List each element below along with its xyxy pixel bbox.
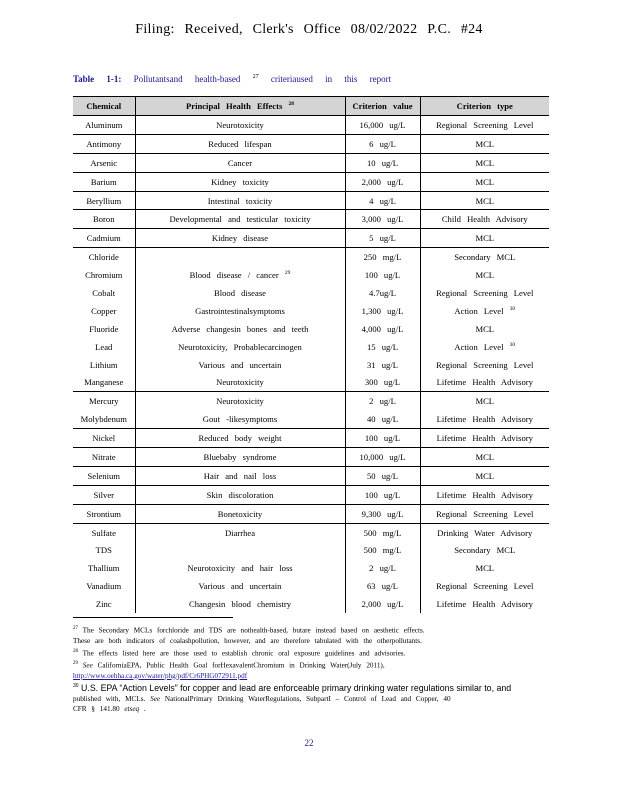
cell-effects: Neurotoxicity, Probablecarcinogen <box>135 338 345 356</box>
cell-criterion-type: MCL <box>420 448 549 467</box>
cell-criterion-value: 100 ug/L <box>345 266 420 284</box>
cell-effects: Gastrointestinalsymptoms <box>135 302 345 320</box>
cell-chemical: Nickel <box>73 429 135 448</box>
cell-criterion-value: 2 ug/L <box>345 559 420 577</box>
cell-criterion-value: 63 ug/L <box>345 577 420 595</box>
cell-criterion-type: Lifetime Health Advisory <box>420 373 549 391</box>
cell-criterion-value: 40 ug/L <box>345 410 420 428</box>
page-number: 22 <box>304 738 314 748</box>
cell-criterion-value: 250 mg/L <box>345 248 420 266</box>
cell-effects: Developmental and testicular toxicity <box>135 210 345 229</box>
cell-effects: Kidney disease <box>135 229 345 248</box>
cell-criterion-value: 31 ug/L <box>345 356 420 374</box>
cell-effects: Neurotoxicity and hair loss <box>135 559 345 577</box>
cell-criterion-value: 4,000 ug/L <box>345 320 420 338</box>
cell-chemical: Antimony <box>73 134 135 153</box>
table-row <box>73 466 549 485</box>
cell-effects <box>135 541 345 559</box>
cell-criterion-type: Lifetime Health Advisory <box>420 429 549 448</box>
footnote-29-link[interactable]: http://www.oehha.ca.gov/water/phg/pdf/Cr6PHG072911.pdf <box>73 671 248 680</box>
cell-chemical: Barium <box>73 172 135 191</box>
table-row <box>73 410 549 428</box>
cell-chemical: Cadmium <box>73 229 135 248</box>
cell-criterion-type: MCL <box>420 153 549 172</box>
caption-tail: criteriaused in this report <box>270 74 392 84</box>
header-effects: Principal Health Effects $^{28}$ <box>135 97 345 116</box>
cell-criterion-value: 9,300 ug/L <box>345 504 420 523</box>
header-criterion-type: Criterion type <box>420 97 549 116</box>
footnote-rule <box>73 617 233 618</box>
cell-criterion-type: MCL <box>420 191 549 210</box>
cell-criterion-type: MCL <box>420 134 549 153</box>
cell-criterion-value: 16,000 ug/L <box>345 116 420 135</box>
cell-effects: Cancer <box>135 153 345 172</box>
table-row <box>73 338 549 356</box>
cell-chemical: Lithium <box>73 356 135 374</box>
table-row <box>73 577 549 595</box>
cell-effects: Neurotoxicity <box>135 392 345 410</box>
cell-chemical: Thallium <box>73 559 135 577</box>
cell-chemical: Manganese <box>73 373 135 391</box>
cell-effects: Blood disease <box>135 284 345 302</box>
table-row <box>73 320 549 338</box>
table-row <box>73 485 549 504</box>
cell-criterion-value: 100 ug/L <box>345 485 420 504</box>
cell-criterion-type: Child Health Advisory <box>420 210 549 229</box>
cell-criterion-value: 4 ug/L <box>345 191 420 210</box>
cell-effects: Diarrhea <box>135 523 345 541</box>
cell-chemical: Aluminum <box>73 116 135 135</box>
pollutants-table <box>73 96 549 613</box>
cell-criterion-value: 2,000 ug/L <box>345 172 420 191</box>
cell-chemical: Vanadium <box>73 577 135 595</box>
cell-chemical: Chromium <box>73 266 135 284</box>
cell-criterion-type: MCL <box>420 466 549 485</box>
caption-label: Table 1-1: <box>73 74 122 84</box>
footnote-29-link-line <box>73 671 553 682</box>
cell-criterion-type: Secondary MCL <box>454 545 516 556</box>
cell-effects: Various and uncertain <box>135 356 345 374</box>
table-row <box>73 429 549 448</box>
cell-criterion-value: 1,300 ug/L <box>345 302 420 320</box>
cell-criterion-value: 5 ug/L <box>345 229 420 248</box>
cell-criterion-value: 300 ug/L <box>345 373 420 391</box>
cell-criterion-type: Lifetime Health Advisory <box>420 485 549 504</box>
cell-criterion-value: 2 ug/L <box>345 392 420 410</box>
table-row <box>73 172 549 191</box>
cell-effects: Intestinal toxicity <box>135 191 345 210</box>
cell-criterion-type: Regional Screening Level <box>436 287 534 298</box>
header-criterion-value: Criterion value <box>345 97 420 116</box>
table-row <box>73 448 549 467</box>
cell-criterion-type: MCL <box>475 396 495 407</box>
cell-chemical: Fluoride <box>73 320 135 338</box>
cell-chemical: Cobalt <box>73 284 135 302</box>
footnote-28: $^{28}$ The effects listed here are those used to establish chronic oral exposure guidelines and advisories. <box>73 648 406 657</box>
cell-criterion-type: Lifetime Health Advisory <box>420 410 549 428</box>
cell-effects: Blood disease / cancer $^{29}$ <box>135 266 345 284</box>
cell-effects: Adverse changesin bones and teeth <box>135 320 345 338</box>
cell-effects: Neurotoxicity <box>135 116 345 135</box>
cell-criterion-type: Action Level $^{30}$ <box>454 305 516 316</box>
cell-criterion-type-mark: 30 <box>509 305 516 312</box>
footnotes <box>73 624 553 715</box>
table-row <box>73 392 549 410</box>
header-effects-mark: 28 <box>288 101 294 108</box>
cell-chemical: Chloride <box>73 248 135 266</box>
cell-criterion-value: 3,000 ug/L <box>345 210 420 229</box>
cell-criterion-type: Regional Screening Level <box>420 504 549 523</box>
cell-chemical: Boron <box>73 210 135 229</box>
table-row <box>73 356 549 374</box>
cell-criterion-value: 500 mg/L <box>345 523 420 541</box>
cell-criterion-value: 6 ug/L <box>345 134 420 153</box>
cell-criterion-type: MCL <box>420 229 549 248</box>
cell-criterion-value: 50 ug/L <box>345 466 420 485</box>
cell-criterion-value: 2,000 ug/L <box>345 595 420 613</box>
cell-criterion-type: Regional Screening Level <box>436 581 534 592</box>
cell-criterion-type: Regional Screening Level <box>420 116 549 135</box>
cell-chemical: Mercury <box>73 392 135 410</box>
table-row <box>73 523 549 541</box>
filing-header: Filing: Received, Clerk's Office 08/02/2022 P.C. #24 <box>135 22 483 37</box>
cell-criterion-type: MCL <box>420 172 549 191</box>
table-header-row <box>73 97 549 116</box>
footnote-30: $^{30}$ U.S. EPA “Action Levels” for copper and lead are enforceable primary drinking water regulations similar to, and <box>73 683 512 694</box>
table-row <box>73 116 549 135</box>
cell-chemical: Beryllium <box>73 191 135 210</box>
cell-effects: Gout -likesymptoms <box>135 410 345 428</box>
table-row <box>73 504 549 523</box>
cell-effects: Skin discoloration <box>135 485 345 504</box>
cell-effects: Kidney toxicity <box>135 172 345 191</box>
cell-chemical: Silver <box>73 485 135 504</box>
cell-chemical: Copper <box>73 302 135 320</box>
header-chemical: Chemical <box>73 97 135 116</box>
table-row <box>73 134 549 153</box>
cell-criterion-type: MCL <box>475 563 495 574</box>
cell-criterion-type: Drinking Water Advisory <box>437 527 533 538</box>
cell-effects: Reduced lifespan <box>135 134 345 153</box>
cell-chemical: TDS <box>73 541 135 559</box>
cell-effects: Bluebaby syndrome <box>135 448 345 467</box>
table-row <box>73 373 549 391</box>
footnote-29: $^{29}$ See CaliforniaEPA, Public Health Goal forHexavalentChromium in Drinking Water(July 2011), <box>73 660 385 669</box>
cell-criterion-value: 500 mg/L <box>345 541 420 559</box>
cell-effects: Bonetoxicity <box>135 504 345 523</box>
cell-criterion-value: 10 ug/L <box>345 153 420 172</box>
cell-effects: Reduced body weight <box>135 429 345 448</box>
cell-criterion-type: Action Level $^{30}$ <box>454 341 516 352</box>
cell-chemical: Selenium <box>73 466 135 485</box>
cell-effects-mark: 29 <box>284 270 291 277</box>
table-row <box>73 210 549 229</box>
cell-criterion-value: 4.7ug/L <box>345 284 420 302</box>
table-row <box>73 284 549 302</box>
cell-criterion-value: 100 ug/L <box>345 429 420 448</box>
cell-criterion-type: Secondary MCL <box>454 252 516 263</box>
cell-criterion-type: Regional Screening Level <box>436 359 534 370</box>
cell-chemical: Zinc <box>73 595 135 613</box>
cell-effects: Hair and nail loss <box>135 466 345 485</box>
cell-criterion-type: Lifetime Health Advisory <box>436 599 533 610</box>
table-row <box>73 229 549 248</box>
table-row <box>73 248 549 266</box>
table-row <box>73 302 549 320</box>
table-row <box>73 595 549 613</box>
footnote-27: $^{27}$ The Secondary MCLs forchloride and TDS are nothealth-based, butare instead based on aesthetic effects. <box>73 626 425 635</box>
cell-criterion-type: MCL <box>475 323 495 334</box>
cell-chemical: Molybdenum <box>73 410 135 428</box>
cell-criterion-type-mark: 30 <box>509 341 516 348</box>
cell-criterion-value: 15 ug/L <box>345 338 420 356</box>
table-row <box>73 153 549 172</box>
cell-effects: Various and uncertain <box>135 577 345 595</box>
cell-chemical: Nitrate <box>73 448 135 467</box>
footnote-30-line3: CFR § 141.80 etseq . <box>73 705 146 714</box>
cell-chemical: Strontium <box>73 504 135 523</box>
table-row <box>73 266 549 284</box>
cell-effects <box>135 248 345 266</box>
footnote-27-cont: These are both indicators of coalashpollution, however, and are therefore tabulated with the otherpollutants. <box>73 636 422 645</box>
caption-text: Pollutantsand health-based <box>133 74 241 84</box>
footnote-30-line2: published with, MCLs. See NationalPrimary Drinking WaterRegulations, SubpartI – Control of Lead and Copper, 40 <box>73 694 451 703</box>
cell-effects: Changesin blood chemistry <box>135 595 345 613</box>
table-row <box>73 541 549 559</box>
table-caption <box>73 74 391 84</box>
cell-effects: Neurotoxicity <box>135 373 345 391</box>
table-row <box>73 559 549 577</box>
cell-chemical: Lead <box>73 338 135 356</box>
cell-criterion-type: MCL <box>475 270 495 281</box>
cell-chemical: Arsenic <box>73 153 135 172</box>
cell-criterion-value: 10,000 ug/L <box>345 448 420 467</box>
cell-chemical: Sulfate <box>73 523 135 541</box>
caption-footnote-mark: 27 <box>252 74 259 80</box>
table-row <box>73 191 549 210</box>
